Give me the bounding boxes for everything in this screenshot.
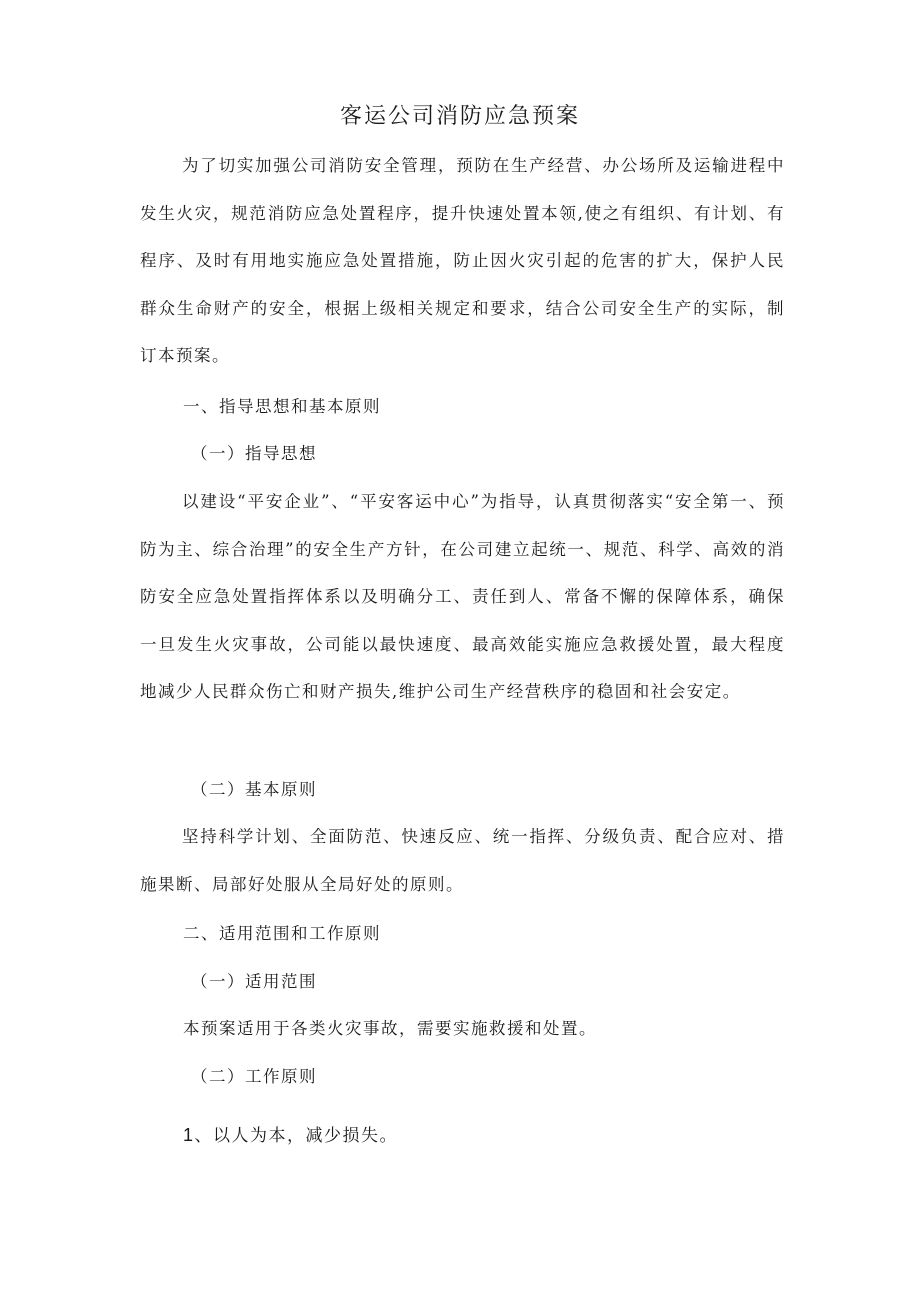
intro-paragraph: 为了切实加强公司消防安全管理，预防在生产经营、办公场所及运输进程中发生火灾，规范消防应急处置程序，提升快速处置本领,使之有组织、有计划、有程序、及时有用地实施应急处置措施，防止因火灾引起的危害的扩大，保护人民群众生命财产的安全，根据上级相关规定和要求，结合公司安全生产的实际，制订本预案。 <box>140 156 785 365</box>
section2-sub1-heading: （一）适用范围 <box>191 972 317 991</box>
item-text: 、以人为本，减少损失。 <box>194 1126 399 1146</box>
section1-heading: 一、指导思想和基本原则 <box>183 397 381 416</box>
section2-sub1-paragraph: 本预案适用于各类火灾事故，需要实施救援和处置。 <box>183 1019 597 1038</box>
section1-sub2-paragraph: 坚持科学计划、全面防范、快速反应、统一指挥、分级负责、配合应对、措施果断、局部好处服从全局好处的原则。 <box>140 827 785 894</box>
work-principle-item-1 <box>183 1120 398 1151</box>
section1-sub1-paragraph: 以建设“平安企业”、“平安客运中心”为指导，认真贯彻落实“安全第一、预防为主、综合治理”的安全生产方针，在公司建立起统一、规范、科学、高效的消防安全应急处置指挥体系以及明确分工、责任到人、常备不懈的保障体系，确保一旦发生火灾事故，公司能以最快速度、最高效能实施应急救援处置，最大程度地减少人民群众伤亡和财产损失,维护公司生产经营秩序的稳固和社会安定。 <box>140 492 785 701</box>
section2-heading: 二、适用范围和工作原则 <box>183 924 381 943</box>
section1-sub2-heading: （二）基本原则 <box>191 780 317 799</box>
document-title: 客运公司消防应急预案 <box>339 104 580 129</box>
section1-sub1-heading: （一）指导思想 <box>191 444 317 463</box>
item-number: 1 <box>183 1125 195 1145</box>
section2-sub2-heading: （二）工作原则 <box>191 1067 317 1086</box>
